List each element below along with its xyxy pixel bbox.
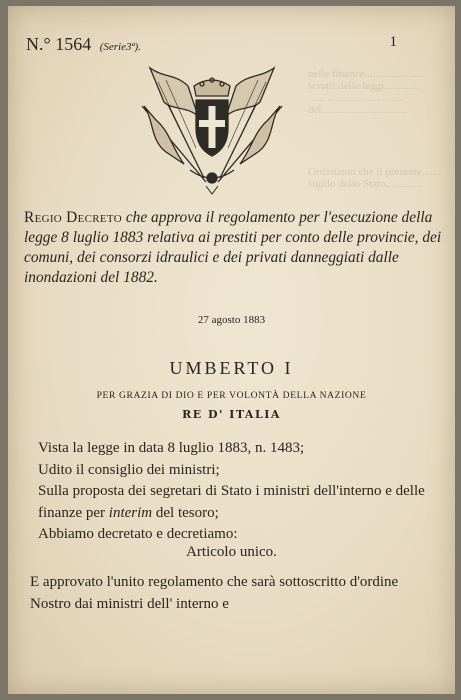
page-number: 1 [389,34,397,50]
bleed-through-text: nelle finanze..................... scrutti delle leggi............. ................................... del............................... [308,68,423,116]
preamble-decree: Abbiamo decretato e decretiamo: [38,526,238,542]
proposal-italic: interim [108,504,153,521]
decree-number [26,34,141,55]
preamble [38,438,442,546]
article-text: E approvato l'unito regolamento che sarà sottoscritto d'ordine Nostro dai ministri dell' interno e [30,574,399,612]
king-line: RE D' ITALIA [182,408,281,421]
sovereign-name: UMBERTO I [169,358,294,378]
grace-line: PER GRAZIA DI DIO E PER VOLONTÀ DELLA NAZIONE [96,390,367,401]
series-label: (Serie3ª). [99,41,141,53]
decree-title [24,208,452,288]
article-heading: Articolo unico. [186,544,277,560]
proposal-text: Sulla proposta dei segretari di Stato i ministri dell'interno e delle finanze per [38,483,425,521]
decree-date: 27 agosto 1883 [197,314,266,326]
preamble-line: Udito il consiglio dei ministri; [38,461,220,478]
decree-number-text: N.° 1564 [26,34,92,54]
preamble-line: Vista la legge in data 8 luglio 1883, n. 1483; [38,440,305,456]
preamble-proposal [38,481,442,524]
decree-title-body: che approva il regolamento per l'esecuzione della legge 8 luglio 1883 relativa ai prestiti per conto delle provincie, dei comuni, dei consorzi idraulici e dei privati danneggiati dalle inondazioni del 1882. [24,209,442,286]
decree-title-lead: Regio Decreto [24,209,122,226]
royal-coat-of-arms-icon [132,60,292,198]
proposal-text-end: del tesoro; [152,504,219,521]
document-page [8,6,455,694]
bleed-through-text: Ordiniamo che il presente....... sigillo dello Stato............. [308,166,442,190]
